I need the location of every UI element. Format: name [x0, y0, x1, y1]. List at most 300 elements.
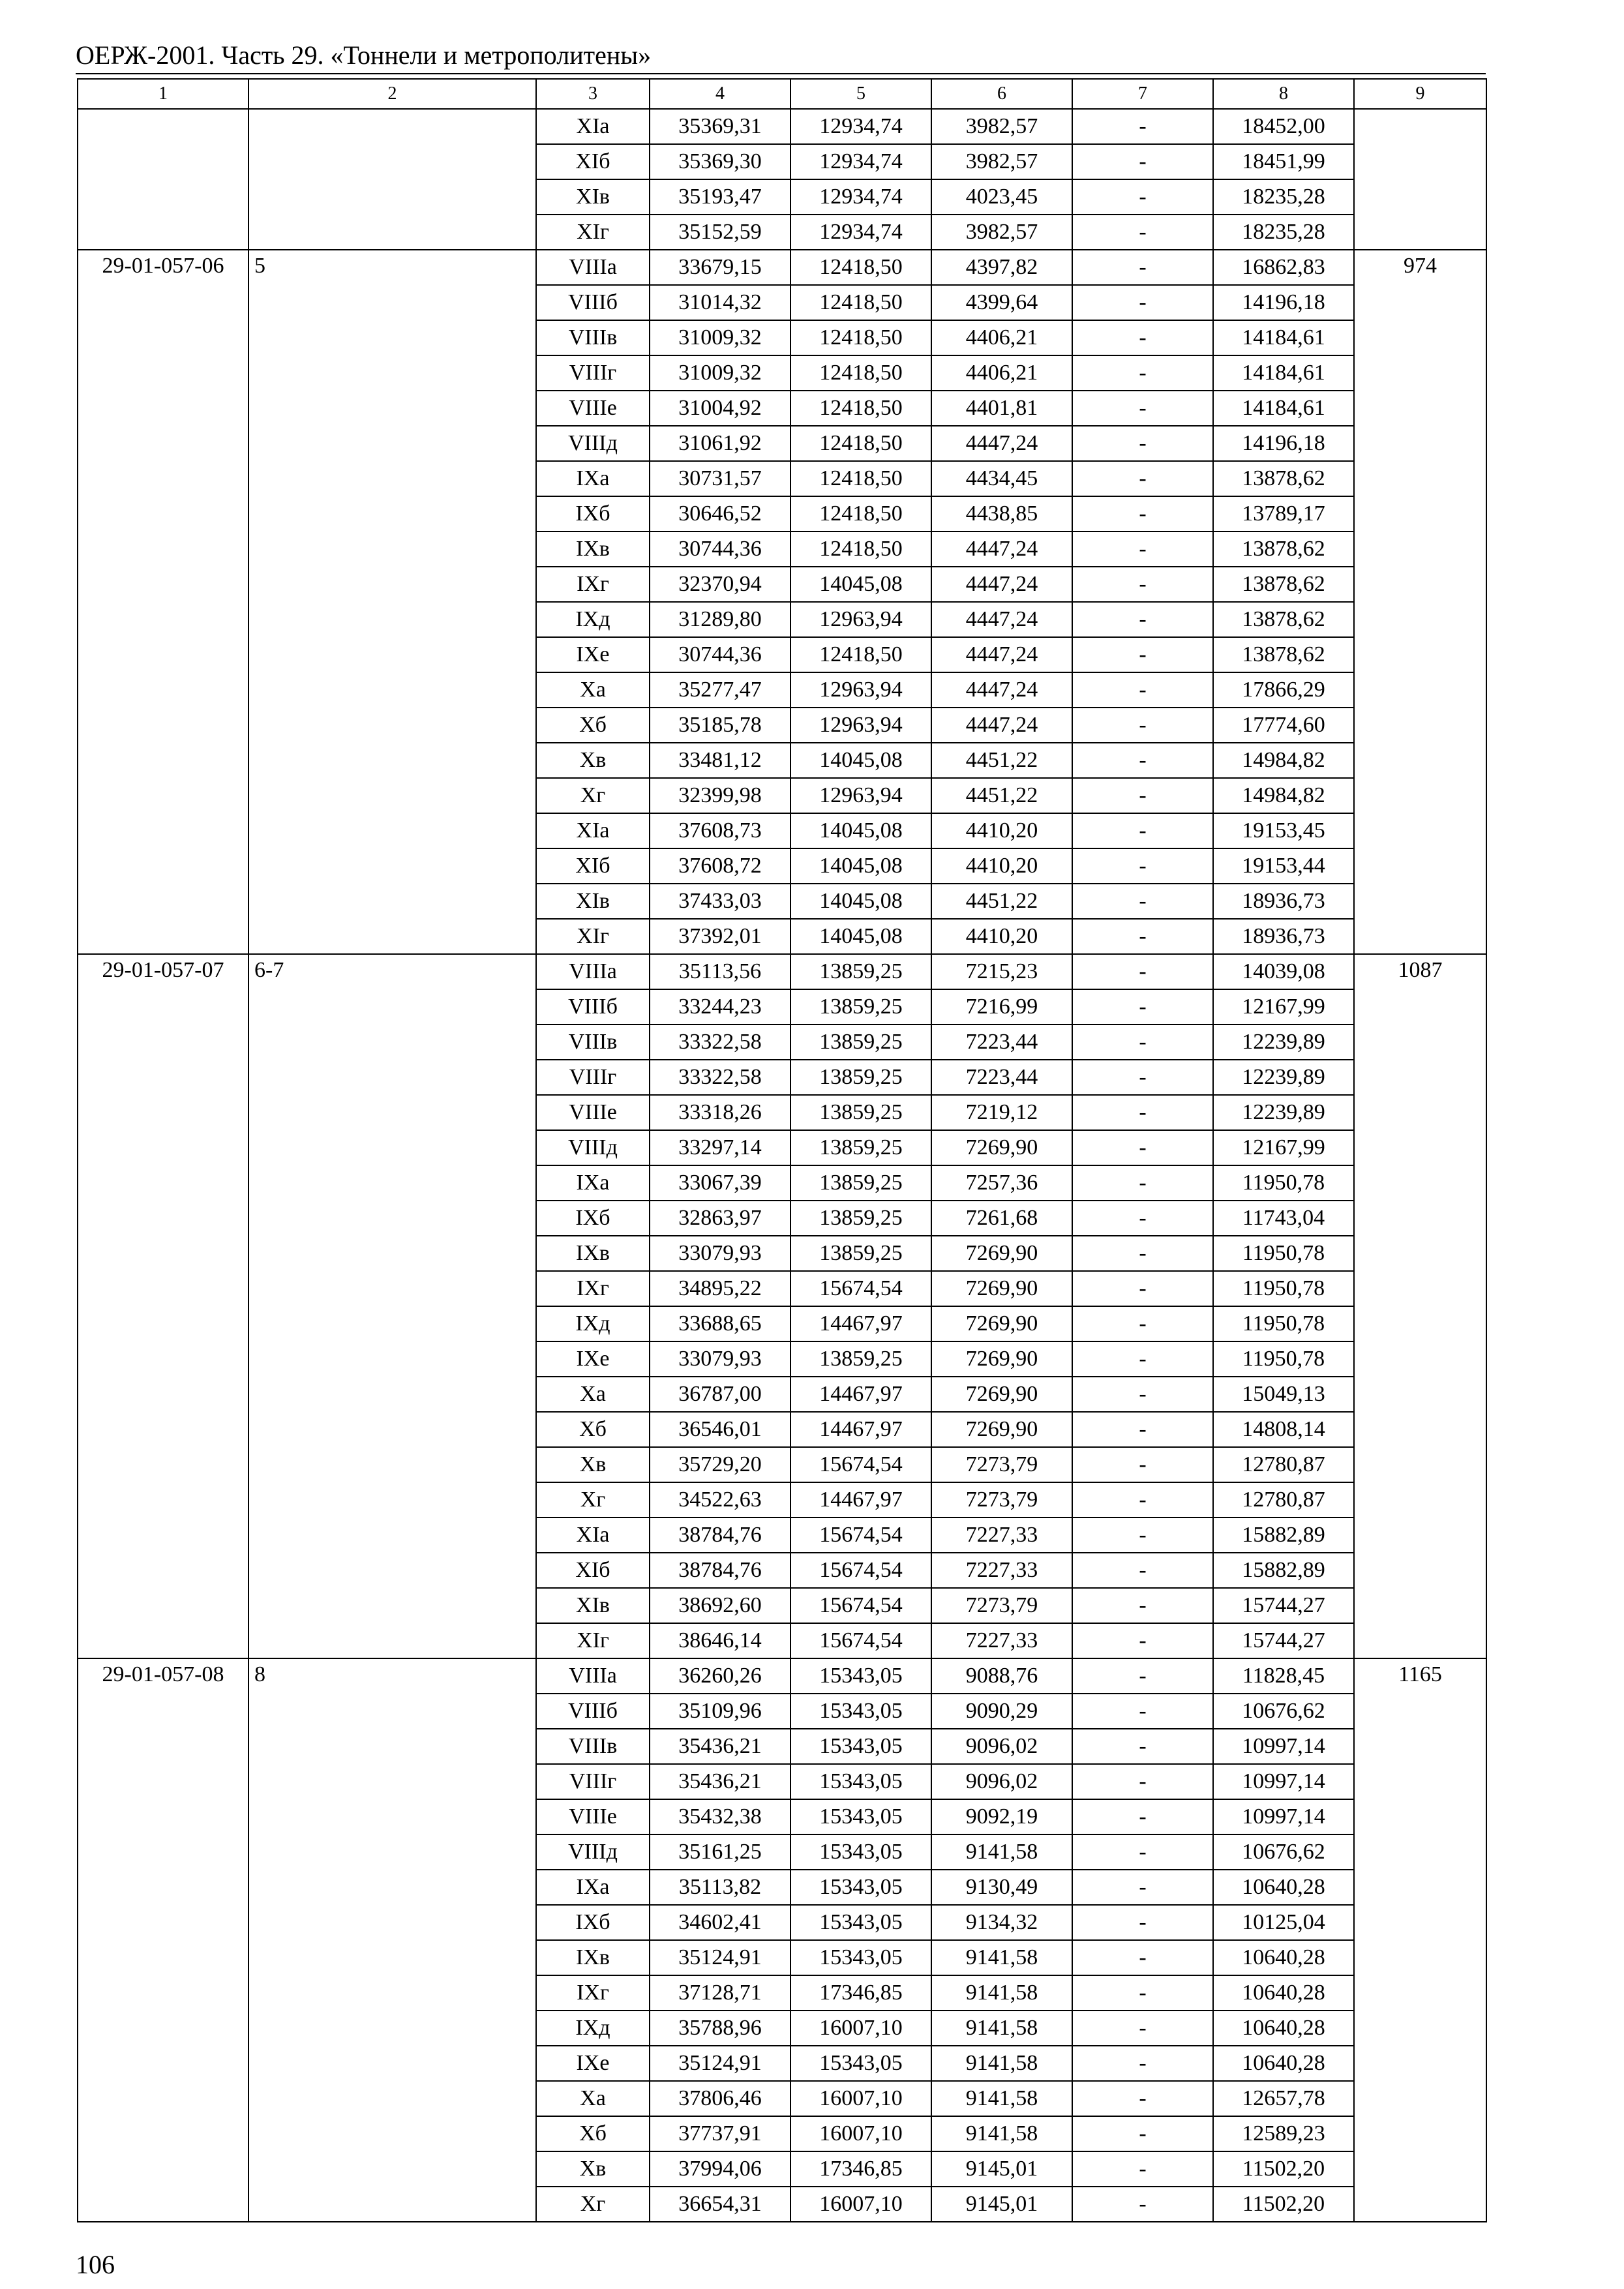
- value-cell: 14045,08: [790, 567, 931, 602]
- value-cell: 9141,58: [931, 1940, 1072, 1975]
- value-cell: 15744,27: [1213, 1588, 1354, 1623]
- value-cell: 12963,94: [790, 602, 931, 637]
- value-cell: 14045,08: [790, 884, 931, 919]
- condition-cell: XIг: [536, 1623, 650, 1658]
- condition-cell: VIIIа: [536, 954, 650, 989]
- value-cell: 12418,50: [790, 285, 931, 320]
- value-cell: 13859,25: [790, 1130, 931, 1165]
- value-cell: 15882,89: [1213, 1518, 1354, 1553]
- value-cell: 4447,24: [931, 567, 1072, 602]
- value-cell: 9141,58: [931, 1834, 1072, 1870]
- value-cell: 13859,25: [790, 1095, 931, 1130]
- value-cell: 13859,25: [790, 1236, 931, 1271]
- value-cell: 12418,50: [790, 320, 931, 355]
- condition-cell: IXв: [536, 1940, 650, 1975]
- value-cell: 14467,97: [790, 1377, 931, 1412]
- condition-cell: VIIIа: [536, 250, 650, 285]
- value-cell: 4399,64: [931, 285, 1072, 320]
- value-cell: 12657,78: [1213, 2081, 1354, 2116]
- value-cell: -: [1072, 1095, 1213, 1130]
- value-cell: 4397,82: [931, 250, 1072, 285]
- condition-cell: XIб: [536, 848, 650, 884]
- value-cell: 33322,58: [650, 1025, 790, 1060]
- table-row: [78, 1658, 1486, 1694]
- value-cell: 4406,21: [931, 355, 1072, 391]
- condition-cell: Xг: [536, 1482, 650, 1518]
- value-cell: 4410,20: [931, 848, 1072, 884]
- value-cell: -: [1072, 2046, 1213, 2081]
- value-cell: 14045,08: [790, 813, 931, 848]
- value-cell: 4447,24: [931, 426, 1072, 461]
- value-cell: 35161,25: [650, 1834, 790, 1870]
- value-cell: -: [1072, 109, 1213, 144]
- condition-cell: IXб: [536, 1201, 650, 1236]
- col-number: 6: [931, 79, 1072, 109]
- value-cell: 9145,01: [931, 2151, 1072, 2187]
- condition-cell: IXв: [536, 531, 650, 567]
- value-cell: -: [1072, 355, 1213, 391]
- value-cell: 9130,49: [931, 1870, 1072, 1905]
- value-cell: 7269,90: [931, 1236, 1072, 1271]
- value-cell: 12934,74: [790, 144, 931, 179]
- value-cell: 12934,74: [790, 179, 931, 215]
- condition-cell: VIIIе: [536, 1095, 650, 1130]
- rates-table: [77, 78, 1487, 2222]
- condition-cell: IXе: [536, 637, 650, 672]
- value-cell: -: [1072, 1201, 1213, 1236]
- value-cell: 11502,20: [1213, 2151, 1354, 2187]
- value-cell: -: [1072, 1975, 1213, 2011]
- value-cell: 12167,99: [1213, 989, 1354, 1025]
- value-cell: -: [1072, 1658, 1213, 1694]
- value-cell: 37608,72: [650, 848, 790, 884]
- value-cell: -: [1072, 672, 1213, 708]
- value-cell: 4023,45: [931, 179, 1072, 215]
- value-cell: 12418,50: [790, 355, 931, 391]
- value-cell: 15343,05: [790, 1799, 931, 1834]
- value-cell: 10640,28: [1213, 1975, 1354, 2011]
- table-row: [78, 250, 1486, 285]
- condition-cell: VIIIд: [536, 1130, 650, 1165]
- condition-cell: Xа: [536, 1377, 650, 1412]
- value-cell: 33079,93: [650, 1236, 790, 1271]
- condition-cell: IXг: [536, 1271, 650, 1306]
- value-cell: 31004,92: [650, 391, 790, 426]
- value-cell: 37806,46: [650, 2081, 790, 2116]
- value-cell: 13859,25: [790, 954, 931, 989]
- value-cell: 12418,50: [790, 461, 931, 496]
- value-cell: 10640,28: [1213, 2011, 1354, 2046]
- value-cell: 12418,50: [790, 391, 931, 426]
- value-cell: 12239,89: [1213, 1025, 1354, 1060]
- condition-cell: XIб: [536, 144, 650, 179]
- condition-cell: Xб: [536, 708, 650, 743]
- value-cell: 4410,20: [931, 813, 1072, 848]
- value-cell: 10997,14: [1213, 1799, 1354, 1834]
- value-cell: -: [1072, 2081, 1213, 2116]
- value-cell: 4447,24: [931, 672, 1072, 708]
- value-cell: 12239,89: [1213, 1095, 1354, 1130]
- value-cell: 33244,23: [650, 989, 790, 1025]
- condition-cell: XIб: [536, 1553, 650, 1588]
- value-cell: 9134,32: [931, 1905, 1072, 1940]
- condition-cell: IXа: [536, 461, 650, 496]
- value-cell: 35185,78: [650, 708, 790, 743]
- rate-code-cell: 29-01-057-08: [78, 1658, 248, 2222]
- value-cell: -: [1072, 1271, 1213, 1306]
- value-cell: -: [1072, 1553, 1213, 1588]
- value-cell: -: [1072, 215, 1213, 250]
- value-cell: -: [1072, 144, 1213, 179]
- value-cell: 12934,74: [790, 109, 931, 144]
- value-cell: 13859,25: [790, 1165, 931, 1201]
- col-number: 3: [536, 79, 650, 109]
- value-cell: -: [1072, 637, 1213, 672]
- value-cell: 12934,74: [790, 215, 931, 250]
- value-cell: 19153,45: [1213, 813, 1354, 848]
- column-number-row: [78, 79, 1486, 109]
- condition-cell: XIа: [536, 109, 650, 144]
- value-cell: -: [1072, 1588, 1213, 1623]
- condition-cell: XIв: [536, 1588, 650, 1623]
- value-cell: 30731,57: [650, 461, 790, 496]
- value-cell: 18452,00: [1213, 109, 1354, 144]
- value-cell: 37433,03: [650, 884, 790, 919]
- value-cell: -: [1072, 884, 1213, 919]
- value-cell: -: [1072, 1165, 1213, 1201]
- value-cell: 33481,12: [650, 743, 790, 778]
- value-cell: 36654,31: [650, 2187, 790, 2222]
- value-cell: 14184,61: [1213, 320, 1354, 355]
- value-cell: -: [1072, 285, 1213, 320]
- value-cell: 31289,80: [650, 602, 790, 637]
- value-cell: 15744,27: [1213, 1623, 1354, 1658]
- value-cell: 32370,94: [650, 567, 790, 602]
- value-cell: 35436,21: [650, 1764, 790, 1799]
- value-cell: 19153,44: [1213, 848, 1354, 884]
- col2-cell: 5: [248, 250, 536, 954]
- value-cell: 14045,08: [790, 848, 931, 884]
- value-cell: -: [1072, 320, 1213, 355]
- condition-cell: IXг: [536, 567, 650, 602]
- value-cell: 18936,73: [1213, 884, 1354, 919]
- value-cell: 32399,98: [650, 778, 790, 813]
- value-cell: 18235,28: [1213, 179, 1354, 215]
- value-cell: -: [1072, 1940, 1213, 1975]
- value-cell: 35277,47: [650, 672, 790, 708]
- table-body: [78, 109, 1486, 2222]
- value-cell: 15343,05: [790, 1729, 931, 1764]
- condition-cell: VIIIг: [536, 1060, 650, 1095]
- value-cell: 38784,76: [650, 1553, 790, 1588]
- value-cell: 13789,17: [1213, 496, 1354, 531]
- condition-cell: Xб: [536, 2116, 650, 2151]
- value-cell: 34522,63: [650, 1482, 790, 1518]
- condition-cell: IXг: [536, 1975, 650, 2011]
- value-cell: -: [1072, 919, 1213, 954]
- value-cell: 7269,90: [931, 1306, 1072, 1341]
- value-cell: 16007,10: [790, 2081, 931, 2116]
- value-cell: 37737,91: [650, 2116, 790, 2151]
- value-cell: 12418,50: [790, 496, 931, 531]
- value-cell: 3982,57: [931, 109, 1072, 144]
- value-cell: 14196,18: [1213, 285, 1354, 320]
- value-cell: 11743,04: [1213, 1201, 1354, 1236]
- value-cell: 9090,29: [931, 1694, 1072, 1729]
- value-cell: 4447,24: [931, 602, 1072, 637]
- col-number: 5: [790, 79, 931, 109]
- value-cell: 11502,20: [1213, 2187, 1354, 2222]
- value-cell: 15674,54: [790, 1271, 931, 1306]
- condition-cell: Xа: [536, 2081, 650, 2116]
- page-number: 106: [76, 2250, 115, 2279]
- value-cell: 4410,20: [931, 919, 1072, 954]
- value-cell: 16007,10: [790, 2187, 931, 2222]
- value-cell: 15674,54: [790, 1518, 931, 1553]
- value-cell: 11950,78: [1213, 1271, 1354, 1306]
- condition-cell: VIIIв: [536, 1025, 650, 1060]
- condition-cell: VIIIв: [536, 1729, 650, 1764]
- value-cell: 10676,62: [1213, 1834, 1354, 1870]
- value-cell: 14467,97: [790, 1482, 931, 1518]
- value-cell: -: [1072, 2151, 1213, 2187]
- value-cell: 7273,79: [931, 1482, 1072, 1518]
- condition-cell: IXе: [536, 2046, 650, 2081]
- value-cell: 14184,61: [1213, 355, 1354, 391]
- value-cell: 11950,78: [1213, 1165, 1354, 1201]
- value-cell: 33322,58: [650, 1060, 790, 1095]
- col-number: 2: [248, 79, 536, 109]
- condition-cell: XIг: [536, 919, 650, 954]
- value-cell: 18451,99: [1213, 144, 1354, 179]
- value-cell: 14184,61: [1213, 391, 1354, 426]
- value-cell: 15343,05: [790, 2046, 931, 2081]
- value-cell: 31061,92: [650, 426, 790, 461]
- value-cell: -: [1072, 989, 1213, 1025]
- col-number: 4: [650, 79, 790, 109]
- value-cell: 30744,36: [650, 531, 790, 567]
- value-cell: 4451,22: [931, 884, 1072, 919]
- value-cell: -: [1072, 1799, 1213, 1834]
- value-cell: 15343,05: [790, 1694, 931, 1729]
- value-cell: 4406,21: [931, 320, 1072, 355]
- value-cell: 35109,96: [650, 1694, 790, 1729]
- value-cell: 35193,47: [650, 179, 790, 215]
- value-cell: 12963,94: [790, 778, 931, 813]
- value-cell: 7227,33: [931, 1553, 1072, 1588]
- value-cell: -: [1072, 1834, 1213, 1870]
- condition-cell: VIIIд: [536, 1834, 650, 1870]
- condition-cell: Xв: [536, 2151, 650, 2187]
- col9-cell: 1087: [1354, 954, 1486, 1658]
- value-cell: -: [1072, 1447, 1213, 1482]
- condition-cell: XIв: [536, 179, 650, 215]
- condition-cell: VIIIб: [536, 1694, 650, 1729]
- value-cell: 38692,60: [650, 1588, 790, 1623]
- value-cell: 35788,96: [650, 2011, 790, 2046]
- value-cell: 9092,19: [931, 1799, 1072, 1834]
- value-cell: 13878,62: [1213, 567, 1354, 602]
- value-cell: 9088,76: [931, 1658, 1072, 1694]
- value-cell: -: [1072, 531, 1213, 567]
- value-cell: 35124,91: [650, 1940, 790, 1975]
- value-cell: 4434,45: [931, 461, 1072, 496]
- value-cell: 36546,01: [650, 1412, 790, 1447]
- condition-cell: XIг: [536, 215, 650, 250]
- value-cell: 7216,99: [931, 989, 1072, 1025]
- value-cell: -: [1072, 1341, 1213, 1377]
- value-cell: -: [1072, 391, 1213, 426]
- condition-cell: XIа: [536, 813, 650, 848]
- value-cell: 15343,05: [790, 1834, 931, 1870]
- condition-cell: Xг: [536, 778, 650, 813]
- value-cell: 12167,99: [1213, 1130, 1354, 1165]
- col-number: 7: [1072, 79, 1213, 109]
- value-cell: 13859,25: [790, 1060, 931, 1095]
- value-cell: 14984,82: [1213, 743, 1354, 778]
- value-cell: 14467,97: [790, 1306, 931, 1341]
- value-cell: 12780,87: [1213, 1447, 1354, 1482]
- condition-cell: IXа: [536, 1870, 650, 1905]
- value-cell: 7223,44: [931, 1025, 1072, 1060]
- rate-code-cell: [78, 109, 248, 250]
- rate-code-cell: 29-01-057-06: [78, 250, 248, 954]
- value-cell: 10125,04: [1213, 1905, 1354, 1940]
- running-header: ОЕРЖ-2001. Часть 29. «Тоннели и метрополитены»: [76, 40, 652, 70]
- value-cell: 14039,08: [1213, 954, 1354, 989]
- value-cell: 7261,68: [931, 1201, 1072, 1236]
- value-cell: 10676,62: [1213, 1694, 1354, 1729]
- value-cell: 7257,36: [931, 1165, 1072, 1201]
- value-cell: 7269,90: [931, 1271, 1072, 1306]
- value-cell: -: [1072, 1518, 1213, 1553]
- value-cell: 35124,91: [650, 2046, 790, 2081]
- value-cell: 4401,81: [931, 391, 1072, 426]
- value-cell: 33679,15: [650, 250, 790, 285]
- value-cell: -: [1072, 1130, 1213, 1165]
- col2-cell: 8: [248, 1658, 536, 2222]
- value-cell: 35113,82: [650, 1870, 790, 1905]
- value-cell: -: [1072, 848, 1213, 884]
- value-cell: 15674,54: [790, 1553, 931, 1588]
- value-cell: 17346,85: [790, 1975, 931, 2011]
- value-cell: 9141,58: [931, 1975, 1072, 2011]
- value-cell: 15674,54: [790, 1447, 931, 1482]
- value-cell: 15343,05: [790, 1870, 931, 1905]
- value-cell: 14196,18: [1213, 426, 1354, 461]
- value-cell: 13859,25: [790, 989, 931, 1025]
- value-cell: 10640,28: [1213, 1870, 1354, 1905]
- col9-cell: 1165: [1354, 1658, 1486, 2222]
- value-cell: -: [1072, 1306, 1213, 1341]
- condition-cell: IXд: [536, 602, 650, 637]
- col-number: 1: [78, 79, 248, 109]
- condition-cell: Xв: [536, 743, 650, 778]
- value-cell: 13878,62: [1213, 531, 1354, 567]
- header-rule: [76, 73, 1486, 74]
- condition-cell: VIIIе: [536, 1799, 650, 1834]
- value-cell: 35436,21: [650, 1729, 790, 1764]
- value-cell: 15674,54: [790, 1588, 931, 1623]
- condition-cell: XIв: [536, 884, 650, 919]
- condition-cell: VIIIг: [536, 355, 650, 391]
- value-cell: 33067,39: [650, 1165, 790, 1201]
- value-cell: 4438,85: [931, 496, 1072, 531]
- condition-cell: IXб: [536, 1905, 650, 1940]
- value-cell: 33297,14: [650, 1130, 790, 1165]
- condition-cell: IXв: [536, 1236, 650, 1271]
- condition-cell: Xа: [536, 672, 650, 708]
- value-cell: 12418,50: [790, 637, 931, 672]
- value-cell: -: [1072, 461, 1213, 496]
- value-cell: 30646,52: [650, 496, 790, 531]
- value-cell: 12963,94: [790, 708, 931, 743]
- value-cell: 9141,58: [931, 2011, 1072, 2046]
- rate-code-cell: 29-01-057-07: [78, 954, 248, 1658]
- value-cell: 18235,28: [1213, 215, 1354, 250]
- value-cell: 3982,57: [931, 215, 1072, 250]
- value-cell: 10640,28: [1213, 1940, 1354, 1975]
- value-cell: 31009,32: [650, 355, 790, 391]
- value-cell: 34602,41: [650, 1905, 790, 1940]
- value-cell: 7269,90: [931, 1377, 1072, 1412]
- condition-cell: Xг: [536, 2187, 650, 2222]
- condition-cell: XIа: [536, 1518, 650, 1553]
- value-cell: 10640,28: [1213, 2046, 1354, 2081]
- value-cell: 14045,08: [790, 743, 931, 778]
- value-cell: 31014,32: [650, 285, 790, 320]
- condition-cell: VIIIд: [536, 426, 650, 461]
- value-cell: 37392,01: [650, 919, 790, 954]
- value-cell: 13859,25: [790, 1201, 931, 1236]
- value-cell: 11828,45: [1213, 1658, 1354, 1694]
- col-number: 9: [1354, 79, 1486, 109]
- value-cell: -: [1072, 426, 1213, 461]
- value-cell: 15343,05: [790, 1905, 931, 1940]
- value-cell: 33318,26: [650, 1095, 790, 1130]
- value-cell: 14045,08: [790, 919, 931, 954]
- value-cell: 4447,24: [931, 708, 1072, 743]
- value-cell: 7269,90: [931, 1341, 1072, 1377]
- value-cell: -: [1072, 250, 1213, 285]
- value-cell: -: [1072, 743, 1213, 778]
- value-cell: 13878,62: [1213, 602, 1354, 637]
- col2-cell: 6-7: [248, 954, 536, 1658]
- value-cell: 35369,31: [650, 109, 790, 144]
- value-cell: 15674,54: [790, 1623, 931, 1658]
- value-cell: -: [1072, 1377, 1213, 1412]
- value-cell: -: [1072, 1412, 1213, 1447]
- value-cell: 7223,44: [931, 1060, 1072, 1095]
- value-cell: 15343,05: [790, 1764, 931, 1799]
- value-cell: 17774,60: [1213, 708, 1354, 743]
- value-cell: 30744,36: [650, 637, 790, 672]
- value-cell: 11950,78: [1213, 1306, 1354, 1341]
- value-cell: 9141,58: [931, 2116, 1072, 2151]
- value-cell: -: [1072, 1060, 1213, 1095]
- value-cell: 14984,82: [1213, 778, 1354, 813]
- value-cell: 12239,89: [1213, 1060, 1354, 1095]
- value-cell: -: [1072, 496, 1213, 531]
- value-cell: 9141,58: [931, 2081, 1072, 2116]
- value-cell: -: [1072, 1482, 1213, 1518]
- value-cell: 11950,78: [1213, 1236, 1354, 1271]
- col9-cell: [1354, 109, 1486, 250]
- condition-cell: Xб: [536, 1412, 650, 1447]
- value-cell: 12963,94: [790, 672, 931, 708]
- value-cell: 7215,23: [931, 954, 1072, 989]
- value-cell: 9096,02: [931, 1729, 1072, 1764]
